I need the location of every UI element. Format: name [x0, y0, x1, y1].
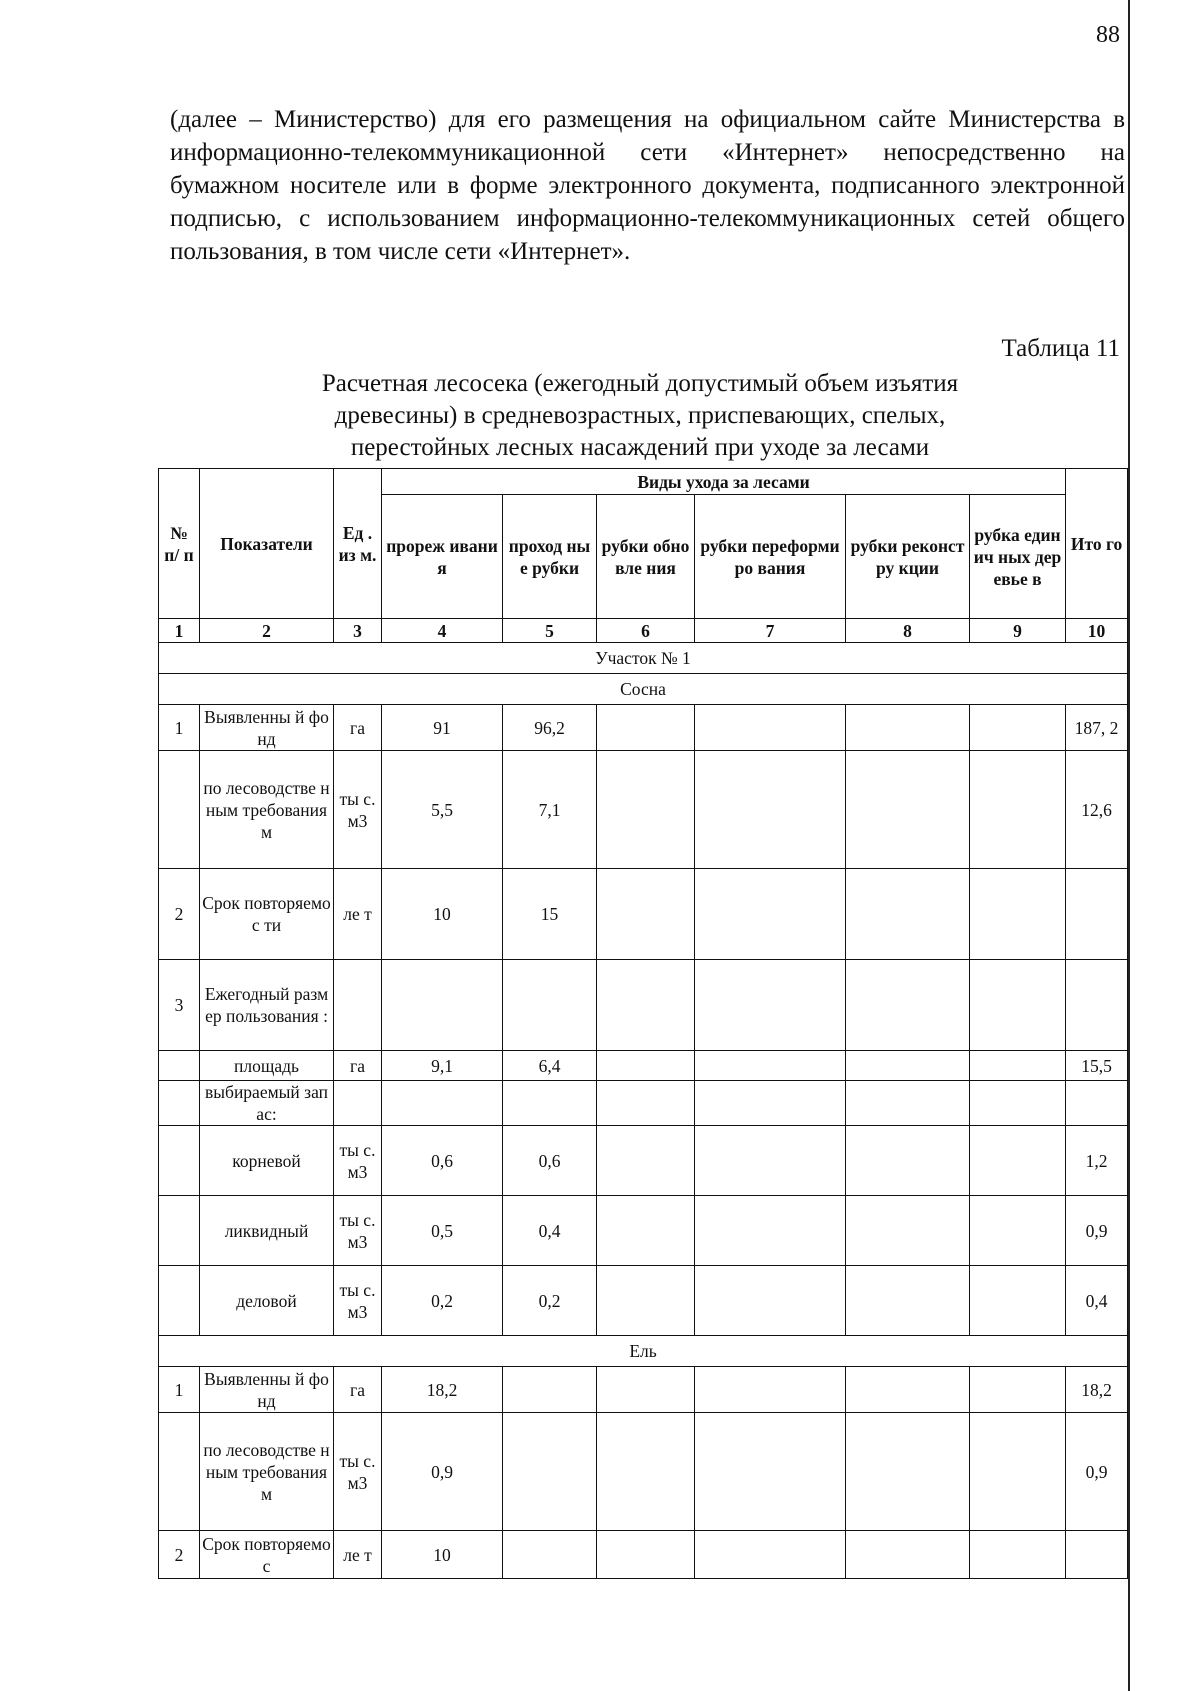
indicator-cell: корневой — [200, 1126, 334, 1196]
row-number: 1 — [159, 705, 200, 751]
unit-cell — [334, 960, 382, 1051]
row-number — [159, 1196, 200, 1266]
value-cell — [695, 1367, 846, 1413]
value-cell — [970, 1081, 1066, 1126]
value-cell — [695, 1081, 846, 1126]
header-col: рубка единич ных деревье в — [970, 495, 1066, 619]
value-cell: 0,6 — [382, 1126, 503, 1196]
section-title: Участок № 1 — [159, 643, 1128, 674]
value-cell — [695, 705, 846, 751]
column-number: 9 — [970, 619, 1066, 643]
table-row — [159, 869, 1128, 960]
value-cell — [970, 1126, 1066, 1196]
value-cell — [503, 1531, 597, 1579]
value-cell — [846, 1081, 970, 1126]
value-cell — [597, 1367, 695, 1413]
header-col: проход ные рубки — [503, 495, 597, 619]
value-cell — [1066, 1531, 1128, 1579]
row-number: 1 — [159, 1367, 200, 1413]
value-cell — [597, 1413, 695, 1531]
value-cell — [970, 1367, 1066, 1413]
value-cell: 0,9 — [382, 1413, 503, 1531]
species-row — [159, 1336, 1128, 1367]
value-cell — [695, 751, 846, 869]
value-cell — [846, 1531, 970, 1579]
unit-cell: га — [334, 1051, 382, 1081]
value-cell — [846, 960, 970, 1051]
column-number: 4 — [382, 619, 503, 643]
table-title — [150, 368, 1130, 464]
page-edge-line — [1128, 0, 1130, 1691]
value-cell — [970, 960, 1066, 1051]
value-cell: 18,2 — [1066, 1367, 1128, 1413]
value-cell: 9,1 — [382, 1051, 503, 1081]
value-cell — [597, 960, 695, 1051]
table-title-line: древесины) в средневозрастных, приспевающих, спелых, — [334, 402, 946, 429]
value-cell: 0,6 — [503, 1126, 597, 1196]
value-cell — [503, 960, 597, 1051]
value-cell — [382, 1081, 503, 1126]
value-cell — [597, 1081, 695, 1126]
unit-cell: ты с. м3 — [334, 1266, 382, 1336]
table-row — [159, 1367, 1128, 1413]
value-cell — [597, 1266, 695, 1336]
value-cell: 0,9 — [1066, 1196, 1128, 1266]
table-title-line: Расчетная лесосека (ежегодный допустимый объем изъятия — [321, 370, 959, 397]
header-total: Ито го — [1066, 469, 1128, 619]
indicator-cell: Ежегодный размер пользования : — [200, 960, 334, 1051]
value-cell — [1066, 869, 1128, 960]
value-cell: 0,4 — [503, 1196, 597, 1266]
column-number: 2 — [200, 619, 334, 643]
unit-cell: ты с. м3 — [334, 1126, 382, 1196]
row-number — [159, 751, 200, 869]
value-cell — [597, 1531, 695, 1579]
table-row — [159, 705, 1128, 751]
unit-cell: ты с. м3 — [334, 1196, 382, 1266]
value-cell — [597, 869, 695, 960]
indicator-cell: деловой — [200, 1266, 334, 1336]
header-col: рубки обновле ния — [597, 495, 695, 619]
header-indicator: Показатели — [200, 469, 334, 619]
row-number: 2 — [159, 869, 200, 960]
table-row — [159, 1413, 1128, 1531]
header-col: прореж ивания — [382, 495, 503, 619]
table-row — [159, 960, 1128, 1051]
row-number — [159, 1266, 200, 1336]
unit-cell: ле т — [334, 1531, 382, 1579]
value-cell: 96,2 — [503, 705, 597, 751]
page-number: 88 — [1096, 22, 1120, 48]
value-cell — [382, 960, 503, 1051]
value-cell: 1,2 — [1066, 1126, 1128, 1196]
row-number — [159, 1081, 200, 1126]
table-row — [159, 1266, 1128, 1336]
value-cell — [597, 705, 695, 751]
row-number: 2 — [159, 1531, 200, 1579]
value-cell — [970, 751, 1066, 869]
value-cell — [846, 1266, 970, 1336]
table-row — [159, 1126, 1128, 1196]
value-cell — [695, 1413, 846, 1531]
species-title-el: Ель — [159, 1336, 1128, 1367]
indicator-cell: Срок повторяемос ти — [200, 869, 334, 960]
column-number-row — [159, 619, 1128, 643]
value-cell: 0,4 — [1066, 1266, 1128, 1336]
value-cell — [846, 1367, 970, 1413]
value-cell: 0,5 — [382, 1196, 503, 1266]
row-number: 3 — [159, 960, 200, 1051]
header-col: рубки реконстру кции — [846, 495, 970, 619]
value-cell — [503, 1081, 597, 1126]
indicator-cell: Выявленны й фонд — [200, 705, 334, 751]
indicator-cell: Срок повторяемос — [200, 1531, 334, 1579]
value-cell: 187, 2 — [1066, 705, 1128, 751]
value-cell — [597, 1126, 695, 1196]
value-cell — [970, 1413, 1066, 1531]
value-cell — [597, 751, 695, 869]
indicator-cell: ликвидный — [200, 1196, 334, 1266]
value-cell — [1066, 960, 1128, 1051]
value-cell: 5,5 — [382, 751, 503, 869]
value-cell — [695, 1126, 846, 1196]
table-row — [159, 1196, 1128, 1266]
species-title-sosna: Сосна — [159, 674, 1128, 705]
section-row — [159, 643, 1128, 674]
value-cell: 91 — [382, 705, 503, 751]
value-cell: 6,4 — [503, 1051, 597, 1081]
header-unit: Ед . из м. — [334, 469, 382, 619]
allowable-cut-table — [158, 468, 1128, 1579]
value-cell — [1066, 1081, 1128, 1126]
intro-paragraph: (далее – Министерство) для его размещения на официальном сайте Министерства в информационно-телекоммуникационной сети «Интернет» непосредственно на бумажном носителе или в форме электронного документа, подписанного электронной подписью, с использованием информационно-телекоммуникационных сетей общего пользования, в том числе сети «Интернет». — [170, 106, 1125, 265]
value-cell — [695, 960, 846, 1051]
value-cell: 7,1 — [503, 751, 597, 869]
unit-cell: га — [334, 1367, 382, 1413]
value-cell — [597, 1051, 695, 1081]
row-number — [159, 1051, 200, 1081]
header-num: № п/ п — [159, 469, 200, 619]
value-cell — [846, 869, 970, 960]
value-cell — [970, 705, 1066, 751]
value-cell — [970, 1266, 1066, 1336]
value-cell — [597, 1196, 695, 1266]
value-cell — [695, 1266, 846, 1336]
value-cell: 15 — [503, 869, 597, 960]
value-cell — [846, 1051, 970, 1081]
value-cell: 0,2 — [382, 1266, 503, 1336]
unit-cell: га — [334, 705, 382, 751]
indicator-cell: по лесоводстве нным требования м — [200, 1413, 334, 1531]
indicator-cell: Выявленны й фонд — [200, 1367, 334, 1413]
table-row — [159, 1081, 1128, 1126]
value-cell — [970, 1531, 1066, 1579]
column-number: 7 — [695, 619, 846, 643]
row-number — [159, 1413, 200, 1531]
value-cell — [846, 705, 970, 751]
value-cell: 10 — [382, 869, 503, 960]
value-cell: 0,2 — [503, 1266, 597, 1336]
value-cell: 18,2 — [382, 1367, 503, 1413]
table-caption: Таблица 11 — [1001, 335, 1120, 362]
indicator-cell: выбираемый запас: — [200, 1081, 334, 1126]
row-number — [159, 1126, 200, 1196]
header-care-types: Виды ухода за лесами — [382, 469, 1066, 495]
value-cell: 10 — [382, 1531, 503, 1579]
indicator-cell: площадь — [200, 1051, 334, 1081]
value-cell: 0,9 — [1066, 1413, 1128, 1531]
value-cell — [846, 1413, 970, 1531]
column-number: 5 — [503, 619, 597, 643]
column-number: 1 — [159, 619, 200, 643]
table-title-line: перестойных лесных насаждений при уходе за лесами — [350, 434, 930, 461]
value-cell — [970, 869, 1066, 960]
header-col: рубки переформиро вания — [695, 495, 846, 619]
value-cell — [695, 869, 846, 960]
column-number: 8 — [846, 619, 970, 643]
unit-cell — [334, 1081, 382, 1126]
unit-cell: ты с. м3 — [334, 751, 382, 869]
value-cell — [846, 1196, 970, 1266]
table-row — [159, 1531, 1128, 1579]
value-cell — [503, 1413, 597, 1531]
value-cell — [846, 1126, 970, 1196]
table-row — [159, 1051, 1128, 1081]
column-number: 10 — [1066, 619, 1128, 643]
value-cell: 15,5 — [1066, 1051, 1128, 1081]
value-cell — [695, 1051, 846, 1081]
column-number: 6 — [597, 619, 695, 643]
table-row — [159, 751, 1128, 869]
column-number: 3 — [334, 619, 382, 643]
value-cell — [970, 1196, 1066, 1266]
value-cell — [695, 1196, 846, 1266]
value-cell: 12,6 — [1066, 751, 1128, 869]
species-row — [159, 674, 1128, 705]
unit-cell: ты с. м3 — [334, 1413, 382, 1531]
value-cell — [695, 1531, 846, 1579]
value-cell — [503, 1367, 597, 1413]
value-cell — [970, 1051, 1066, 1081]
unit-cell: ле т — [334, 869, 382, 960]
indicator-cell: по лесоводстве нным требования м — [200, 751, 334, 869]
value-cell — [846, 751, 970, 869]
